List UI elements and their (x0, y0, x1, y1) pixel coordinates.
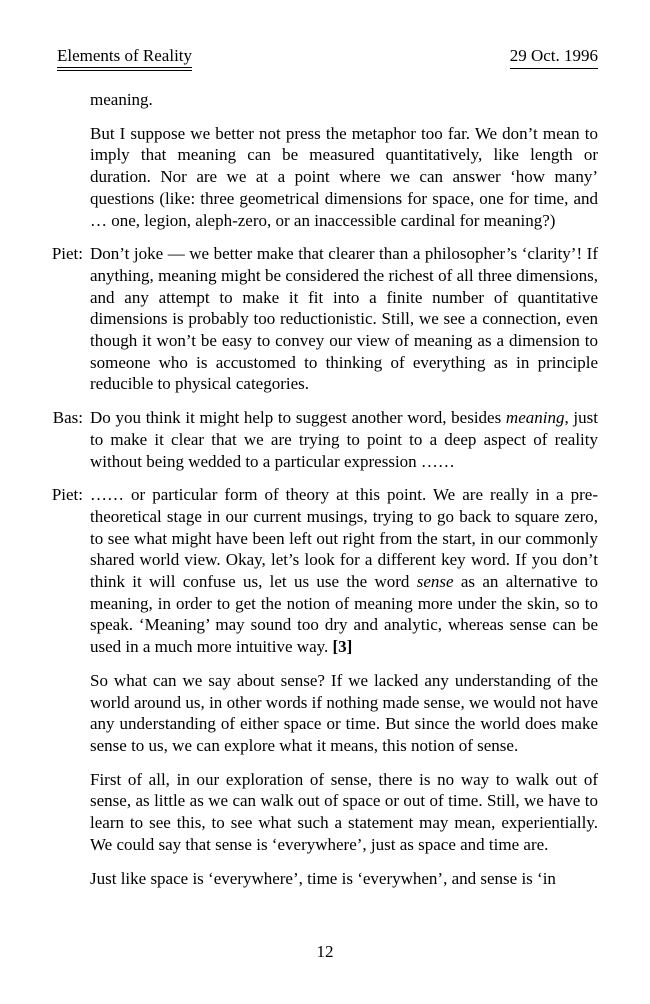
paragraph-text: First of all, in our exploration of sense, there is no way to walk out of sense, as little as we can walk out of space or out of time. Still, we have to learn to see this, to see what such a statement may mean, experientially. We could say that sense is ‘everywhere’, just as space and time are. (90, 769, 598, 854)
dialogue-paragraph-piet (51, 243, 598, 395)
paragraph-segment: as an alternative to meaning, in order to get the notion of meaning more under the skin, so to speak. ‘Meaning’ may sound too dry and analytic, whereas sense can be used in a much more intuitive way. (90, 572, 598, 657)
speaker-label: Bas: (52, 408, 83, 428)
paragraph-text: But I suppose we better not press the metaphor too far. We don’t mean to imply that meaning can be measured quantitatively, like length or duration. Nor are we at a point where we can answer ‘how many’ questions (like: three geometrical dimensions for space, one for time, and … one, legion, aleph-zero, or an inaccessible cardinal for meaning?) (90, 123, 598, 230)
paragraph-segment: , just to make it clear that we are trying to point to a deep aspect of reality without being wedded to a particular expression …… (90, 408, 598, 471)
paragraph (90, 123, 598, 232)
citation-reference: [3] (332, 637, 353, 657)
dialogue-paragraph-bas (52, 407, 598, 472)
dialogue-paragraph-piet (51, 484, 598, 658)
paragraph-segment-italic: sense (416, 572, 454, 592)
body-text (51, 89, 598, 889)
paragraph-segment-italic: meaning (505, 408, 565, 428)
paragraph (90, 769, 598, 856)
paragraph-segment: Do you think it might help to suggest another word, besides (90, 408, 506, 428)
paragraph (90, 868, 598, 890)
paragraph (90, 670, 598, 757)
paragraph-text: meaning. (90, 90, 153, 109)
paragraph-text: Just like space is ‘everywhere’, time is ‘everywhen’, and sense is ‘in (90, 868, 556, 888)
page-number: 12 (316, 942, 334, 961)
page-footer (0, 942, 650, 962)
speaker-label: Piet: (51, 244, 83, 264)
paragraph-text: So what can we say about sense? If we lacked any understanding of the world around us, in other words if nothing made sense, we would not have any understanding of either space or time. But since the world does make sense to us, we can explore what it means, this notion of sense. (90, 670, 598, 755)
document-title-text: Elements of Reality (57, 46, 192, 68)
paragraph-segment: …… or particular form of theory at this point. We are really in a pre-theoretical stage in our current musings, trying to go back to square zero, to see what might have been left out right from the start, in our commonly shared world view. Okay, let’s look for a different key word. If you don’t think it will confuse us, let us use the word (90, 485, 598, 592)
speaker-label: Piet: (51, 485, 83, 505)
paragraph-text: Don’t joke — we better make that clearer than a philosopher’s ‘clarity’! If anything, meaning might be considered the richest of all three dimensions, and any attempt to make it fit into a finite number of quantitative dimensions is probably too reductionistic. Still, we see a connection, even though it won’t be easy to convey our view of meaning as a dimension to someone who is accustomed to thinking of everything as in principle reducible to physical categories. (90, 244, 598, 394)
document-title (57, 46, 192, 71)
running-header (57, 46, 598, 71)
header-date: 29 Oct. 1996 (510, 46, 598, 69)
paragraph-continuation (90, 89, 598, 111)
